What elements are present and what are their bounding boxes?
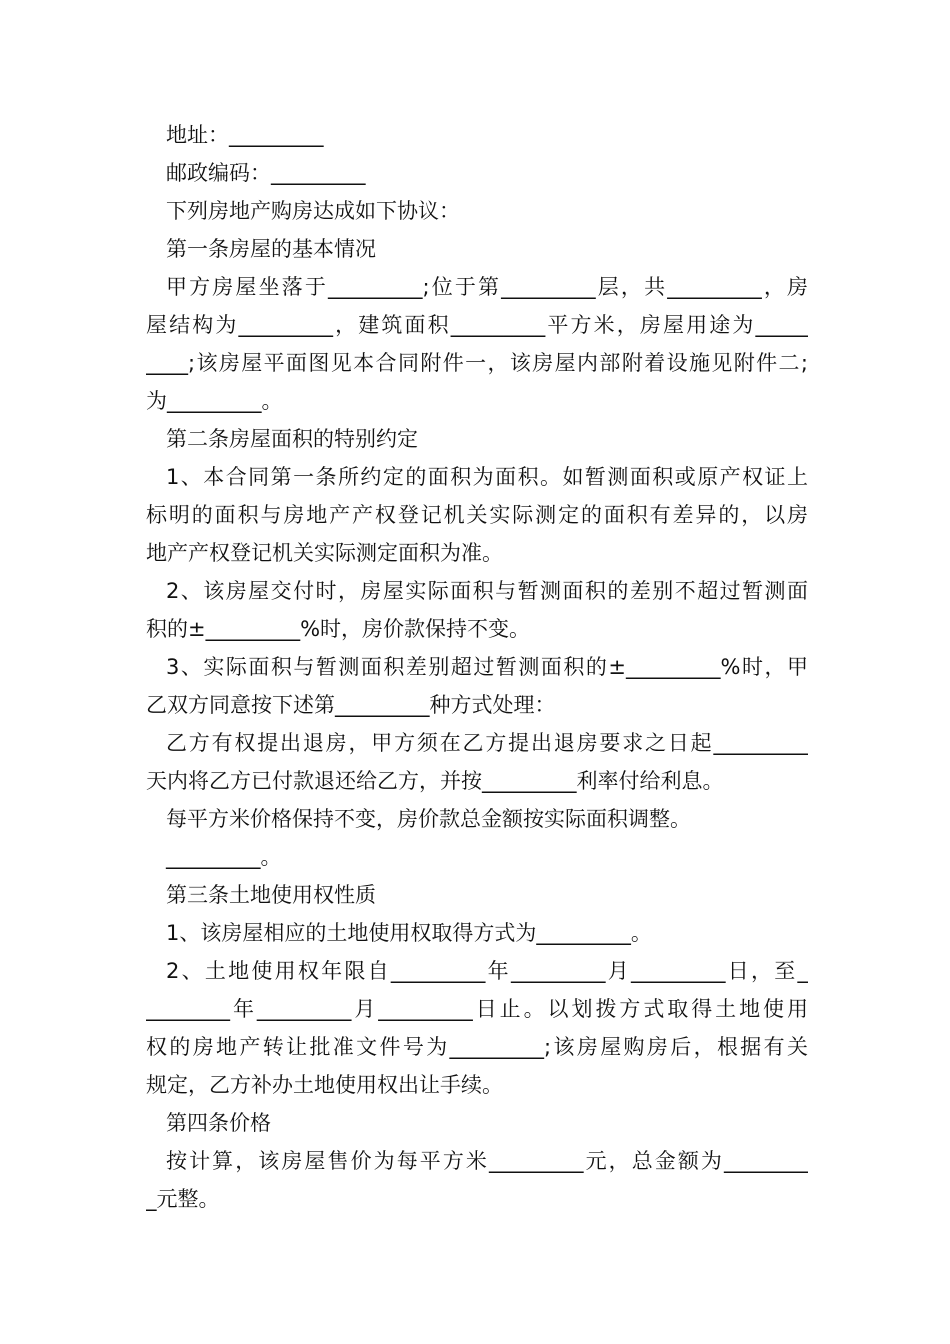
article-2-item-3-line-1: 3、实际面积与暂测面积差别超过暂测面积的±_________%时，甲 [166, 655, 808, 679]
article-2-item-2-line-2: 积的±_________%时，房价款保持不变。 [146, 617, 531, 641]
other-option-blank: _________。 [166, 845, 282, 869]
postal-code-line: 邮政编码：_________ [166, 161, 366, 185]
article-3-item-1: 1、该房屋相应的土地使用权取得方式为_________。 [166, 921, 652, 945]
article-3-item-2-line-1: 2、土地使用权年限自_________年_________月_________日，至_ [166, 959, 808, 983]
article-2-heading: 第二条房屋面积的特别约定 [166, 427, 418, 451]
article-1-text-line-1: 甲方房屋坐落于_________;位于第_________层，共_________，房 [166, 275, 808, 299]
article-4-text-line-1: 按计算，该房屋售价为每平方米_________元，总金额为________ [166, 1149, 808, 1173]
price-adjust-option: 每平方米价格保持不变，房价款总金额按实际面积调整。 [166, 807, 691, 831]
article-1-text-line-3: ____;该房屋平面图见本合同附件一，该房屋内部附着设施见附件二; [146, 351, 808, 375]
refund-option-line-1: 乙方有权提出退房，甲方须在乙方提出退房要求之日起_________ [166, 731, 808, 755]
article-2-item-1-line-1: 1、本合同第一条所约定的面积为面积。如暂测面积或原产权证上 [166, 465, 808, 489]
article-1-heading: 第一条房屋的基本情况 [166, 237, 376, 261]
article-3-item-2-line-3: 权的房地产转让批准文件号为_________;该房屋购房后，根据有关 [146, 1035, 808, 1059]
article-3-item-2-line-2: ________年_________月_________日止。以划拨方式取得土地使用 [146, 997, 808, 1021]
article-2-item-3-line-2: 乙双方同意按下述第_________种方式处理： [146, 693, 556, 717]
agreement-intro: 下列房地产购房达成如下协议： [166, 199, 460, 223]
article-3-heading: 第三条土地使用权性质 [166, 883, 376, 907]
article-2-item-1-line-2: 标明的面积与房地产产权登记机关实际测定的面积有差异的，以房 [146, 503, 808, 527]
article-2-item-2-line-1: 2、该房屋交付时，房屋实际面积与暂测面积的差别不超过暂测面 [166, 579, 808, 603]
address-line: 地址：_________ [166, 123, 324, 147]
article-2-item-1-line-3: 地产产权登记机关实际测定面积为准。 [146, 541, 503, 565]
article-1-text-line-4: 为_________。 [146, 389, 283, 413]
refund-option-line-2: 天内将乙方已付款退还给乙方，并按_________利率付给利息。 [146, 769, 724, 793]
contract-body [146, 116, 808, 1218]
article-4-heading: 第四条价格 [166, 1111, 271, 1135]
article-1-text-line-2: 屋结构为_________，建筑面积_________平方米，房屋用途为_____ [146, 313, 808, 337]
article-3-item-2-line-4: 规定，乙方补办土地使用权出让手续。 [146, 1073, 503, 1097]
article-4-text-line-2: _元整。 [146, 1187, 220, 1211]
